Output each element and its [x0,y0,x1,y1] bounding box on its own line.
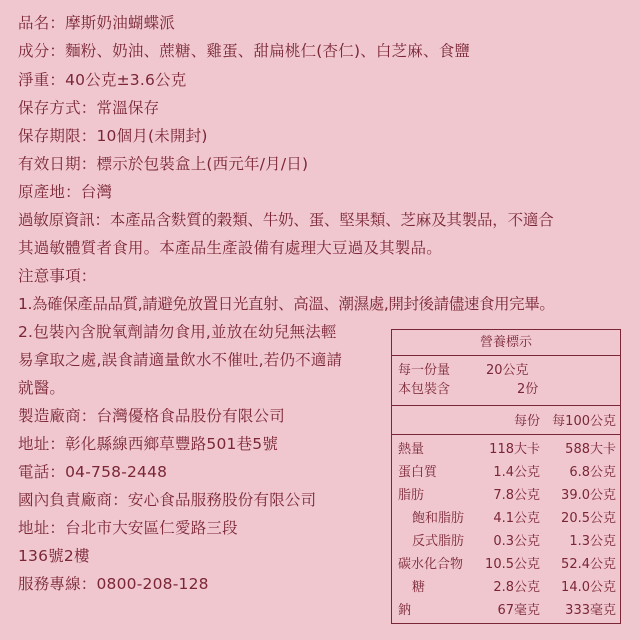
nutrient-per-100g: 1.3公克 [569,534,616,549]
nutrient-per-100g: 333毫克 [565,603,616,618]
product-name-line: 品名：摩斯奶油蝴蝶派 [18,14,176,32]
shelf-life-line: 保存期限：10個月(未開封) [18,127,208,145]
nutrient-per-100g: 39.0公克 [561,488,616,503]
nutrient-name: 熱量 [398,442,425,457]
expiry-date-line: 有效日期：標示於包裝盒上(西元年/月/日) [18,155,309,173]
serving-size-value: 20公克 [486,363,529,378]
net-weight-line: 淨重：40公克±3.6公克 [18,71,187,89]
column-header-per-serving: 每份 [513,414,540,429]
nutrient-per-serving: 10.5公克 [485,557,540,572]
notice-item-1: 1.為確保產品品質,請避免放置日光直射、高溫、潮濕處,開封後請儘速食用完畢。 [18,295,555,313]
nutrient-name: 蛋白質 [398,465,438,480]
service-hotline-line: 服務專線：0800-208-128 [18,575,209,593]
nutrient-name: 碳水化合物 [398,557,464,572]
domestic-address-line-2: 136號2樓 [18,547,90,565]
nutrient-name: 糖 [412,580,426,595]
nutrition-facts-table [391,329,621,624]
manufacturer-address-line: 地址：彰化縣線西鄉草豐路501巷5號 [18,435,279,453]
nutrient-name: 鈉 [398,603,412,618]
servings-per-pack-label: 本包裝含 [398,382,451,397]
storage-method-line: 保存方式：常溫保存 [18,99,160,117]
nutrient-per-100g: 52.4公克 [561,557,616,572]
domestic-address-line-1: 地址：台北市大安區仁愛路三段 [18,519,238,537]
nutrient-per-100g: 588大卡 [565,442,616,457]
nutrient-per-serving: 118大卡 [489,442,540,457]
notice-item-2-line-2: 易拿取之處,誤食請適量飲水不催吐,若仍不適請 [18,351,343,369]
table-divider [392,434,620,435]
servings-per-pack-value: 2份 [517,382,539,397]
nutrient-per-serving: 0.3公克 [493,534,540,549]
domestic-company-line: 國內負責廠商：安心食品服務股份有限公司 [18,491,317,509]
origin-line: 原產地：台灣 [18,183,113,201]
nutrient-name: 反式脂肪 [412,534,465,549]
nutrient-per-100g: 20.5公克 [561,511,616,526]
notice-heading: 注意事項： [18,267,97,285]
serving-size-label: 每一份量 [398,363,451,378]
nutrient-per-serving: 1.4公克 [493,465,540,480]
ingredients-line: 成分：麵粉、奶油、蔗糖、雞蛋、甜扁桃仁(杏仁)、白芝麻、食鹽 [18,42,471,60]
manufacturer-line: 製造廠商：台灣優格食品股份有限公司 [18,407,285,425]
nutrient-name: 脂肪 [398,488,425,503]
allergen-line-1: 過敏原資訊：本產品含麩質的穀類、牛奶、蛋、堅果類、芝麻及其製品，不適合 [18,211,554,229]
nutrient-per-serving: 7.8公克 [493,488,540,503]
nutrient-per-serving: 2.8公克 [493,580,540,595]
nutrient-per-100g: 14.0公克 [561,580,616,595]
table-divider [392,405,620,406]
notice-item-2-line-3: 就醫。 [18,379,66,397]
phone-line: 電話：04-758-2448 [18,463,168,481]
nutrition-title: 營養標示 [392,330,620,356]
nutrient-per-serving: 4.1公克 [493,511,540,526]
column-header-per-100g: 每100公克 [552,414,616,429]
notice-item-2-line-1: 2.包裝內含脫氧劑請勿食用,並放在幼兒無法輕 [18,323,337,341]
nutrient-per-100g: 6.8公克 [569,465,616,480]
nutrient-per-serving: 67毫克 [497,603,540,618]
nutrient-name: 飽和脂肪 [412,511,465,526]
allergen-line-2: 其過敏體質者食用。本產品生產設備有處理大豆過及其製品。 [18,239,442,257]
